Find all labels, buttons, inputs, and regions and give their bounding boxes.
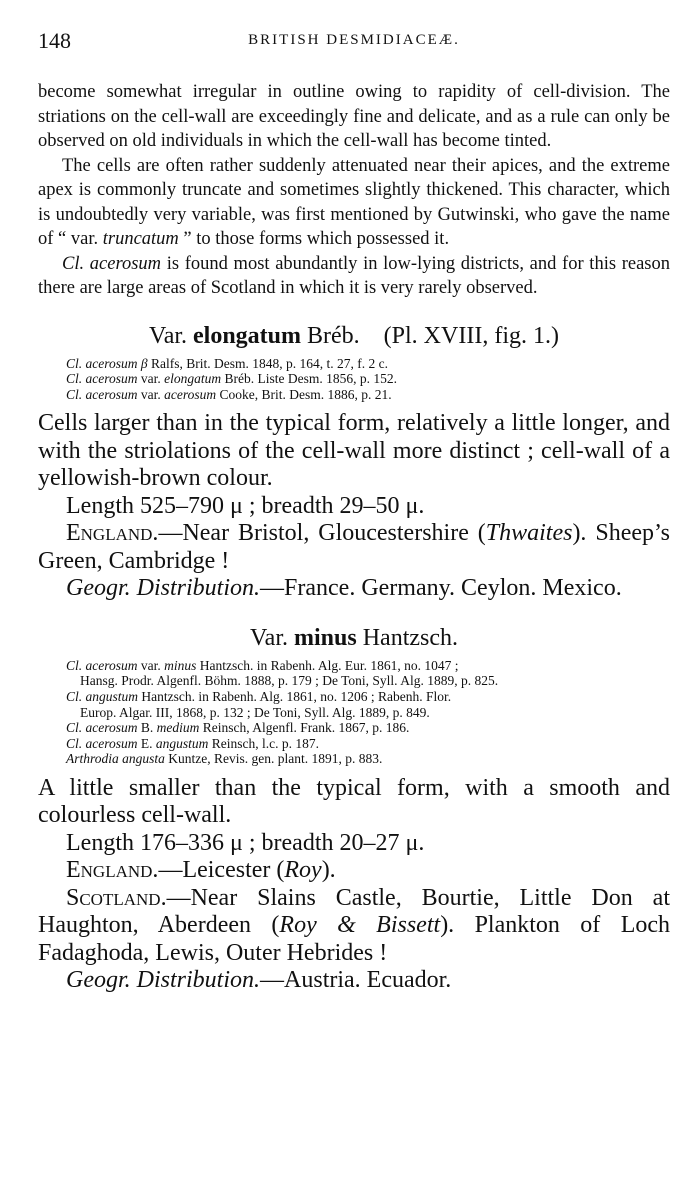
page-body	[38, 80, 670, 995]
distribution-minus: Geogr. Distribution.—Austria. Ecuador.	[66, 967, 452, 994]
intro-paragraph-1: become somewhat irregular in outline owing to rapidity of cell-division. The striations on the cell-wall are exceedingly fine and delicate, and as a rule can only be observed on old individuals in which the cell-wall has become tinted.	[38, 82, 670, 151]
synonymy-minus	[38, 658, 670, 767]
synonymy-elongatum	[38, 356, 670, 403]
intro-paragraph-2: The cells are often rather suddenly attenuated near their apices, and the extreme apex is commonly truncate and sometimes slightly thickened. This character, which is undoubtedly very variable, was first mentioned by Gutwinski, who gave the name of “ var. truncatum ” to those forms which possessed it.	[38, 155, 670, 249]
measurements-elongatum: Length 525–790 μ ; breadth 29–50 μ.	[66, 492, 425, 519]
synonym-line: Cl. acerosum E. angustum Reinsch, l.c. p. 187.	[66, 735, 320, 751]
intro-paragraph-3: Cl. acerosum is found most abundantly in low-lying districts, and for this reason there are large areas of Scotland in which it is very rarely observed.	[38, 253, 670, 298]
locality-england-elongatum: England.—Near Bristol, Gloucestershire (Thwaites). Sheep’s Green, Cambridge !	[38, 520, 670, 574]
locality-england-minus: England.—Leicester (Roy).	[66, 857, 336, 884]
description-minus: A little smaller than the typical form, with a smooth and colourless cell-wall.	[38, 774, 670, 829]
locality-scotland-minus: Scotland.—Near Slains Castle, Bourtie, Little Don at Haughton, Aberdeen (Roy & Bissett). Plankton of Loch Fadaghoda, Lewis, Outer Hebrides !	[38, 884, 671, 966]
synonym-line: Cl. acerosum B. medium Reinsch, Algenfl. Frank. 1867, p. 186.	[66, 720, 410, 736]
variety-heading-elongatum: Var. elongatum Bréb. (Pl. XVIII, fig. 1.)	[149, 322, 559, 349]
synonym-line: Cl. acerosum var. acerosum Cooke, Brit. Desm. 1886, p. 21.	[66, 386, 392, 402]
variety-heading-minus: Var. minus Hantzsch.	[250, 624, 458, 651]
running-title: BRITISH DESMIDIACEÆ.	[248, 32, 460, 48]
synonym-line: Cl. acerosum var. elongatum Bréb. Liste Desm. 1856, p. 152.	[66, 371, 397, 387]
running-header	[38, 28, 670, 54]
distribution-elongatum: Geogr. Distribution.—France. Germany. Ceylon. Mexico.	[66, 575, 622, 602]
measurements-minus: Length 176–336 μ ; breadth 20–27 μ.	[66, 829, 425, 856]
synonym-line: Cl. acerosum var. minus Hantzsch. in Rabenh. Alg. Eur. 1861, no. 1047 ; Hansg. Prodr. Algenfl. Böhm. 1888, p. 179 ; De Toni, Syll. Alg. 1889, p. 825.	[66, 657, 499, 689]
synonym-line: Cl. angustum Hantzsch. in Rabenh. Alg. 1861, no. 1206 ; Rabenh. Flor. Europ. Algar. III, 1868, p. 132 ; De Toni, Syll. Alg. 1889, p. 849.	[66, 688, 452, 720]
synonym-line: Cl. acerosum β Ralfs, Brit. Desm. 1848, p. 164, t. 27, f. 2 c.	[66, 355, 388, 371]
description-elongatum: Cells larger than in the typical form, relatively a little longer, and with the striolations of the cell-wall more distinct ; cell-wall of a yellowish-brown colour.	[38, 410, 670, 492]
page-number: 148	[38, 28, 71, 53]
synonym-line: Arthrodia angusta Kuntze, Revis. gen. plant. 1891, p. 883.	[66, 751, 383, 767]
